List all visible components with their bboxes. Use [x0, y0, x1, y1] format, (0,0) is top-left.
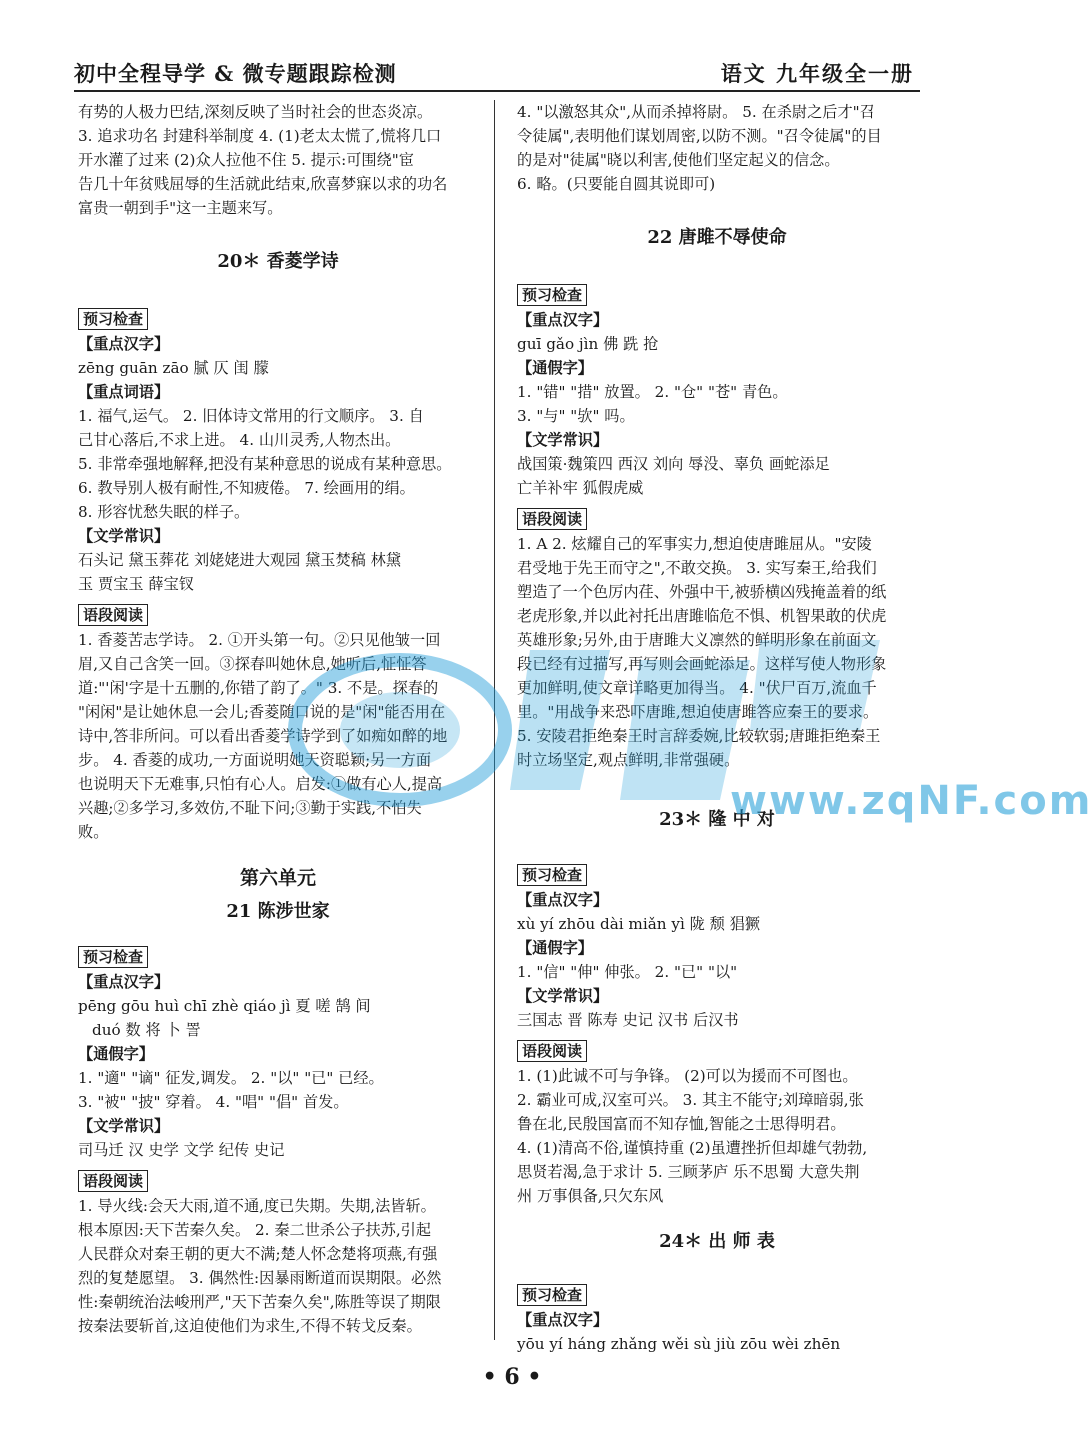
text-line: 1. 香菱苦志学诗。 2. ①开头第一句。②只见他皱一回: [78, 631, 441, 649]
subject-grade: 语文 九年级全一册: [720, 61, 914, 86]
text-line: 步。 4. 香菱的成功,一方面说明她天资聪颖;另一方面: [78, 751, 432, 769]
text-line: 州 万事俱备,只欠东风: [517, 1187, 664, 1205]
text-line: zēng guān zāo 腻 仄 闺 朦: [78, 359, 269, 377]
text-line: yōu yí háng zhǎng wěi sù jiù zōu wèi zhēn: [517, 1335, 841, 1353]
text-line: "闲闲"是让她休息一会儿;香菱随口说的是"闲"能否用在: [78, 703, 446, 721]
preview-check-label: 预习检查: [78, 946, 148, 968]
reading-label: 语段阅读: [517, 1040, 587, 1062]
text-line: 告几十年贫贱屈辱的生活就此结束,欣喜梦寐以求的功名: [78, 175, 448, 193]
text-line: 战国策·魏策四 西汉 刘向 辱没、辜负 画蛇添足: [517, 455, 830, 473]
header-rule: [74, 90, 920, 92]
text-line: 5. 安陵君拒绝秦王时言辞委婉,比较软弱;唐雎拒绝秦王: [517, 727, 881, 745]
subheading: 【重点汉字】: [517, 1311, 609, 1329]
text-line: 兴趣;②多学习,多效仿,不耻下问;③勤于实践,不怕失: [78, 799, 422, 817]
text-line: guī gǎo jìn 佛 跣 抢: [517, 335, 659, 353]
text-line: 石头记 黛玉葬花 刘姥姥进大观园 黛玉焚稿 林黛: [78, 551, 402, 569]
text-line: 性:秦朝统治法峻刑严,"天下苦秦久矣",陈胜等误了期限: [78, 1293, 441, 1311]
text-line: 3. "与" "欤" 吗。: [517, 407, 635, 425]
text-line: 段已经有过描写,再写则会画蛇添足。这样写使人物形象: [517, 655, 887, 673]
reading-label: 语段阅读: [78, 604, 148, 626]
text-line: 眉,又自己含笑一回。③探春叫她休息,她听后,怔怔答: [78, 655, 427, 673]
unit-title: 第六单元: [239, 867, 316, 889]
page-number: • 6 •: [482, 1364, 542, 1390]
preview-check-label: 预习检查: [517, 284, 587, 306]
text-line: 君受地于先王而守之",不敢交换。 3. 实写秦王,给我们: [517, 559, 877, 577]
intro-continued: [78, 100, 478, 220]
text-line: 也说明天下无难事,只怕有心人。启发:①做有心人,提高: [78, 775, 443, 793]
text-line: 三国志 晋 陈寿 史记 汉书 后汉书: [517, 1011, 739, 1029]
text-line: 时立场坚定,观点鲜明,非常强硬。: [517, 751, 740, 769]
text-line: 司马迁 汉 史学 文学 纪传 史记: [78, 1141, 285, 1159]
text-line: 1. "適" "谪" 征发,调发。 2. "以" "已" 已经。: [78, 1069, 384, 1087]
subheading: 【文学常识】: [78, 1117, 170, 1135]
text-line: 3. 追求功名 封建科举制度 4. (1)老太太慌了,慌将几口: [78, 127, 442, 145]
text-line: duó 数 将 卜 詈: [92, 1021, 201, 1039]
text-line: 1. 福气,运气。 2. 旧体诗文常用的行文顺序。 3. 自: [78, 407, 424, 425]
left-column: [78, 100, 478, 1338]
preview-check-label: 预习检查: [517, 864, 587, 886]
text-line: 塑造了一个色厉内荏、外强中干,被骄横凶残掩盖着的纸: [517, 583, 887, 601]
text-line: 富贵一朝到手"这一主题来写。: [78, 199, 283, 217]
text-line: 玉 贾宝玉 薛宝钗: [78, 575, 194, 593]
text-line: 按秦法要斩首,这迫使他们为求生,不得不转戈反秦。: [78, 1317, 422, 1335]
subheading: 【通假字】: [78, 1045, 154, 1063]
subheading: 【重点汉字】: [517, 891, 609, 909]
subheading: 【重点汉字】: [78, 335, 170, 353]
section-title-23: 23＊ 隆 中 对: [659, 809, 775, 830]
subheading: 【文学常识】: [517, 431, 609, 449]
text-line: 道:"'闲'字是十五删的,你错了韵了。" 3. 不是。探春的: [78, 679, 439, 697]
column-divider: [494, 100, 495, 1340]
section-title-21: 21 陈涉世家: [226, 901, 330, 922]
text-line: 6. 教导别人极有耐性,不知疲倦。 7. 绘画用的绢。: [78, 479, 415, 497]
section-title-22: 22 唐雎不辱使命: [647, 227, 787, 248]
reading-label: 语段阅读: [517, 508, 587, 530]
watermark-url: www.zqNF.com: [730, 778, 1092, 824]
text-line: 亡羊补牢 狐假虎威: [517, 479, 644, 497]
reading-label: 语段阅读: [78, 1170, 148, 1192]
text-line: 的是对"徒属"晓以利害,使他们坚定起义的信念。: [517, 151, 840, 169]
text-line: 开水灌了过来 (2)众人拉他不住 5. 提示:可围绕"宦: [78, 151, 414, 169]
text-line: 鲁在北,民殷国富而不知存恤,智能之士思得明君。: [517, 1115, 846, 1133]
text-line: 有势的人极力巴结,深刻反映了当时社会的世态炎凉。: [78, 103, 433, 121]
text-line: 1. A 2. 炫耀自己的军事实力,想迫使唐雎屈从。"安陵: [517, 535, 872, 553]
text-line: 8. 形容忧愁失眠的样子。: [78, 503, 250, 521]
text-line: 烈的复楚愿望。 3. 偶然性:因暴雨断道而误期限。必然: [78, 1269, 442, 1287]
subheading: 【文学常识】: [517, 987, 609, 1005]
subheading: 【重点汉字】: [517, 311, 609, 329]
text-line: 根本原因:天下苦秦久矣。 2. 秦二世杀公子扶苏,引起: [78, 1221, 432, 1239]
preview-check-label: 预习检查: [78, 308, 148, 330]
text-line: 4. (1)清高不俗,谨慎持重 (2)虽遭挫折但却雄气勃勃,: [517, 1139, 868, 1157]
page-header: [74, 54, 920, 94]
text-line: 1. (1)此诚不可与争锋。 (2)可以为援而不可图也。: [517, 1067, 858, 1085]
text-line: 1. "信" "伸" 伸张。 2. "已" "以": [517, 963, 738, 981]
subheading: 【通假字】: [517, 359, 593, 377]
text-line: pēng gōu huì chī zhè qiáo jì 夏 嗟 鹄 间: [78, 997, 371, 1015]
text-line: 5. 非常牵强地解释,把没有某种意思的说成有某种意思。: [78, 455, 452, 473]
subheading: 【重点词语】: [78, 383, 170, 401]
text-line: 2. 霸业可成,汉室可兴。 3. 其主不能守;刘璋暗弱,张: [517, 1091, 864, 1109]
book-title: 初中全程导学 & 微专题跟踪检测: [74, 61, 397, 86]
text-line: 思贤若渴,急于求计 5. 三顾茅庐 乐不思蜀 大意失荆: [517, 1163, 860, 1181]
text-line: 诗中,答非所问。可以看出香菱学诗学到了如痴如醉的地: [78, 727, 448, 745]
text-line: 里。"用战争来恐吓唐雎,想迫使唐雎答应秦王的要求。: [517, 703, 879, 721]
preview-check-label: 预习检查: [517, 1284, 587, 1306]
text-line: 英雄形象;另外,由于唐雎大义凛然的鲜明形象在前面文: [517, 631, 877, 649]
text-line: 3. "被" "披" 穿着。 4. "唱" "倡" 首发。: [78, 1093, 349, 1111]
text-line: 老虎形象,并以此衬托出唐雎临危不惧、机智果敢的伏虎: [517, 607, 887, 625]
subheading: 【文学常识】: [78, 527, 170, 545]
section-title-20: 20＊ 香菱学诗: [217, 251, 339, 272]
text-line: 1. 导火线:会天大雨,道不通,度已失期。失期,法皆斩。: [78, 1197, 436, 1215]
text-line: 人民群众对秦王朝的更大不满;楚人怀念楚将项燕,有强: [78, 1245, 438, 1263]
text-line: xù yí zhōu dài miǎn yì 陇 颓 猖獗: [517, 915, 761, 933]
text-line: 4. "以激怒其众",从而杀掉将尉。 5. 在杀尉之后才"召: [517, 103, 875, 121]
text-line: 1. "错" "措" 放置。 2. "仓" "苍" 青色。: [517, 383, 788, 401]
subheading: 【通假字】: [517, 939, 593, 957]
text-line: 己甘心落后,不求上进。 4. 山川灵秀,人物杰出。: [78, 431, 401, 449]
text-line: 6. 略。(只要能自圆其说即可): [517, 175, 716, 193]
text-line: 令徒属",表明他们谋划周密,以防不测。"召令徒属"的目: [517, 127, 882, 145]
section-title-24: 24＊ 出 师 表: [659, 1231, 775, 1252]
text-line: 败。: [78, 823, 109, 841]
right-column: [517, 100, 917, 1356]
text-line: 更加鲜明,使文章详略更加得当。 4. "伏尸百万,流血千: [517, 679, 877, 697]
subheading: 【重点汉字】: [78, 973, 170, 991]
